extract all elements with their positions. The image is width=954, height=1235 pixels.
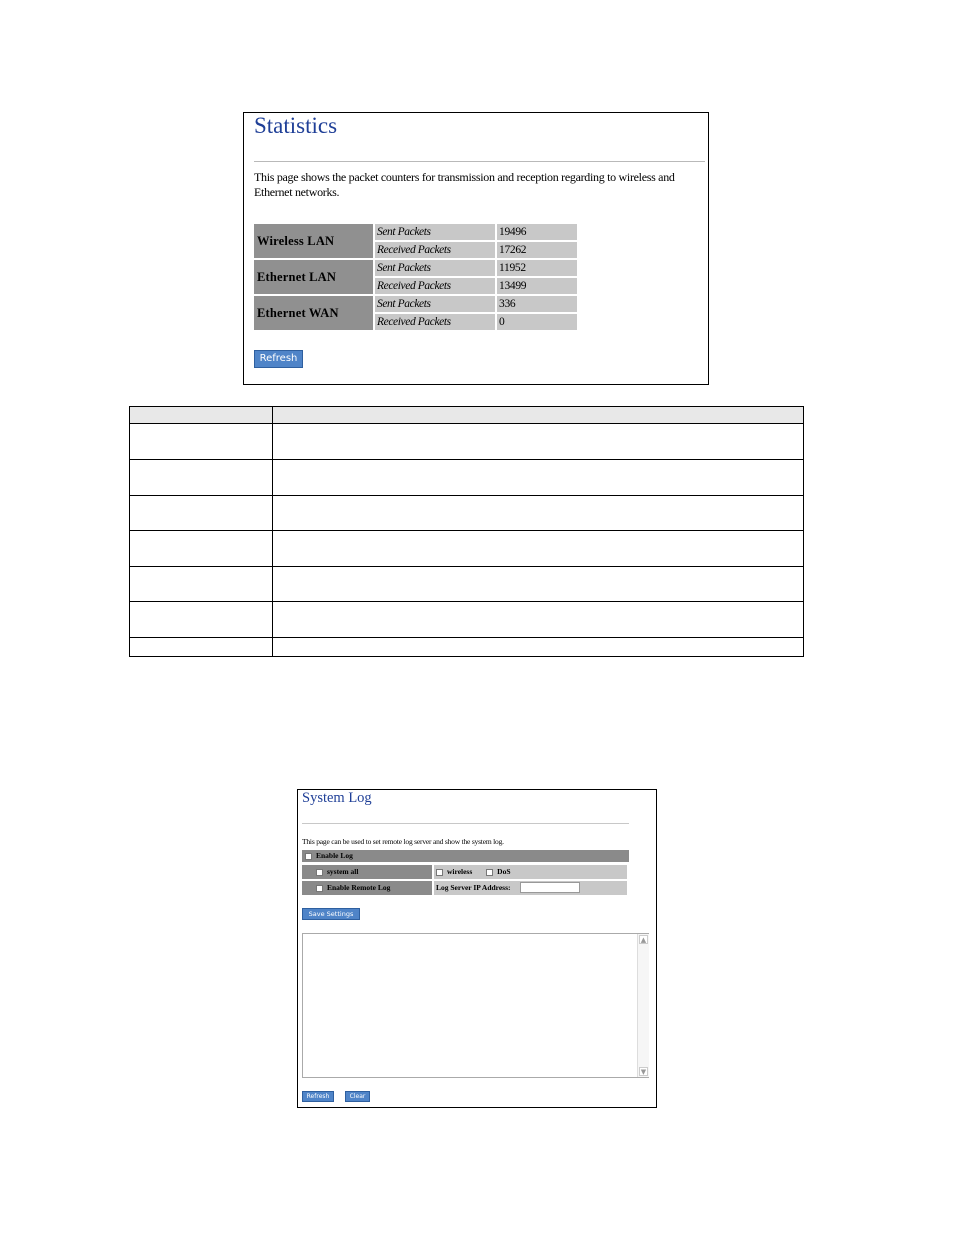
row-divider: [130, 601, 803, 602]
table-row: [375, 260, 577, 278]
scroll-up-icon[interactable]: ▲: [640, 936, 647, 944]
system-all-row: [302, 865, 432, 879]
sent-packets-value: 336: [497, 296, 577, 312]
system-log-title: System Log: [302, 790, 372, 806]
enable-remote-log-label: Enable Remote Log: [327, 883, 391, 892]
statistics-description: This page shows the packet counters for transmission and reception regarding to wireless and Ethernet networks.: [254, 170, 675, 199]
log-server-ip-input[interactable]: [520, 882, 580, 893]
row-divider: [130, 495, 803, 496]
system-log-description: This page can be used to set remote log server and show the system log.: [302, 837, 504, 846]
sent-packets-value: 11952: [497, 260, 577, 276]
ethernet-lan-group: [254, 260, 578, 296]
enable-log-label: Enable Log: [316, 851, 353, 860]
sent-packets-value: 19496: [497, 224, 577, 240]
enable-log-checkbox[interactable]: [305, 853, 312, 860]
save-settings-button[interactable]: Save Settings: [302, 908, 360, 920]
system-all-label: system all: [327, 867, 359, 876]
scroll-down-icon[interactable]: ▼: [640, 1068, 647, 1076]
row-divider: [130, 566, 803, 567]
received-packets-value: 17262: [497, 242, 577, 258]
log-type-row: [434, 865, 627, 879]
system-log-panel: [297, 789, 657, 1108]
enable-remote-log-checkbox[interactable]: [316, 885, 323, 892]
table-row: [375, 314, 577, 332]
group-label: Wireless LAN: [254, 224, 373, 258]
system-log-textarea[interactable]: [302, 933, 649, 1078]
log-clear-button[interactable]: Clear: [345, 1091, 370, 1102]
refresh-button[interactable]: Refresh: [254, 350, 303, 368]
statistics-panel: [243, 112, 709, 385]
enable-log-row: [302, 850, 629, 862]
received-packets-label: Received Packets: [375, 242, 495, 258]
log-server-ip-label: Log Server IP Address:: [436, 883, 511, 892]
wireless-checkbox[interactable]: [436, 869, 443, 876]
log-server-ip-row: [434, 881, 627, 895]
ethernet-wan-group: [254, 296, 578, 332]
column-divider: [272, 407, 273, 656]
log-refresh-button[interactable]: Refresh: [302, 1091, 334, 1102]
title-divider: [254, 161, 705, 162]
system-all-checkbox[interactable]: [316, 869, 323, 876]
statistics-title: Statistics: [254, 113, 338, 138]
description-table: [129, 406, 804, 657]
row-divider: [130, 530, 803, 531]
table-row: [375, 224, 577, 242]
sent-packets-label: Sent Packets: [375, 260, 495, 276]
sent-packets-label: Sent Packets: [375, 224, 495, 240]
wireless-lan-group: [254, 224, 578, 260]
wireless-label: wireless: [447, 867, 473, 876]
received-packets-label: Received Packets: [375, 278, 495, 294]
dos-checkbox[interactable]: [486, 869, 493, 876]
log-scrollbar[interactable]: [637, 934, 649, 1077]
remote-log-row: [302, 881, 432, 895]
table-row: [375, 242, 577, 260]
title-divider: [302, 823, 629, 824]
table-row: [375, 278, 577, 296]
sent-packets-label: Sent Packets: [375, 296, 495, 312]
received-packets-value: 13499: [497, 278, 577, 294]
received-packets-value: 0: [497, 314, 577, 330]
table-header: [130, 407, 803, 424]
received-packets-label: Received Packets: [375, 314, 495, 330]
group-label: Ethernet LAN: [254, 260, 373, 294]
row-divider: [130, 459, 803, 460]
table-row: [375, 296, 577, 314]
dos-label: DoS: [497, 867, 511, 876]
row-divider: [130, 637, 803, 638]
group-label: Ethernet WAN: [254, 296, 373, 330]
statistics-table: [254, 224, 578, 332]
